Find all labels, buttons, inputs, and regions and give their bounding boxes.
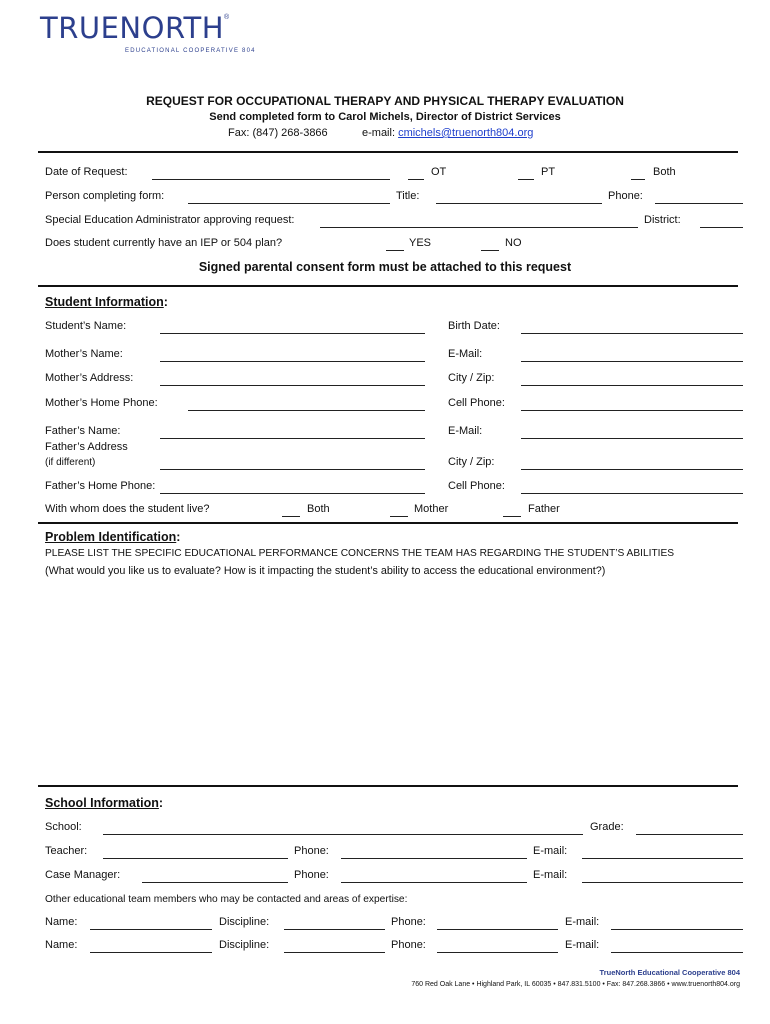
member2-name-label: Name: xyxy=(45,939,78,951)
logo-text-rth: RTH xyxy=(164,11,224,45)
registered-mark: ® xyxy=(224,14,230,21)
lives-with-mother-label: Mother xyxy=(414,503,449,515)
lives-with-father-checkbox[interactable] xyxy=(503,516,521,517)
yes-label: YES xyxy=(409,237,432,249)
problem-instruction-1: PLEASE LIST THE SPECIFIC EDUCATIONAL PERFORMANCE CONCERNS THE TEAM HAS REGARDING THE STUDENT’S ABILITIES xyxy=(45,548,675,559)
problem-heading xyxy=(45,531,180,544)
mother-address-label: Mother’s Address: xyxy=(45,372,134,384)
student-info-colon: : xyxy=(163,295,168,309)
district-label: District: xyxy=(644,214,681,226)
father-name-label: Father’s Name: xyxy=(45,425,121,437)
case-manager-phone-label: Phone: xyxy=(294,869,329,881)
mother-email-label: E-Mail: xyxy=(448,348,483,360)
father-address-label: Father’s Address xyxy=(45,441,128,453)
father-address-field[interactable] xyxy=(160,469,425,470)
logo-text-true: TRUEN xyxy=(40,11,142,45)
email-label xyxy=(362,128,533,139)
both-checkbox[interactable] xyxy=(631,179,645,180)
member1-discipline-field[interactable] xyxy=(284,929,385,930)
father-email-field[interactable] xyxy=(521,438,743,439)
teacher-email-field[interactable] xyxy=(582,858,743,859)
member1-email-label: E-mail: xyxy=(565,916,600,928)
footer-org-name: TrueNorth Educational Cooperative 804 xyxy=(599,968,740,977)
logo-tagline: EDUCATIONAL COOPERATIVE 804 xyxy=(125,48,256,54)
ot-checkbox[interactable] xyxy=(408,179,424,180)
member2-name-field[interactable] xyxy=(90,952,212,953)
date-of-request-field[interactable] xyxy=(152,179,390,180)
logo xyxy=(40,11,230,45)
school-label: School: xyxy=(45,821,82,833)
member2-email-field[interactable] xyxy=(611,952,743,953)
father-cell-label: Cell Phone: xyxy=(448,480,505,492)
father-city-zip-field[interactable] xyxy=(521,469,743,470)
date-of-request-label: Date of Request: xyxy=(45,166,128,178)
mother-city-zip-field[interactable] xyxy=(521,385,743,386)
both-label: Both xyxy=(653,166,676,178)
teacher-email-label: E-mail: xyxy=(533,845,568,857)
student-info-title: Student Information xyxy=(45,295,164,309)
father-cell-field[interactable] xyxy=(521,493,743,494)
member1-email-field[interactable] xyxy=(611,929,743,930)
problem-colon: : xyxy=(176,530,181,544)
member1-phone-field[interactable] xyxy=(437,929,558,930)
member2-phone-label: Phone: xyxy=(391,939,426,951)
member2-email-label: E-mail: xyxy=(565,939,600,951)
school-field[interactable] xyxy=(103,834,583,835)
father-name-field[interactable] xyxy=(160,438,425,439)
case-manager-field[interactable] xyxy=(142,882,288,883)
admin-approving-field[interactable] xyxy=(320,227,638,228)
no-label: NO xyxy=(505,237,522,249)
student-divider xyxy=(38,522,738,524)
other-members-label: Other educational team members who may be contacted and areas of expertise: xyxy=(45,894,408,905)
father-home-phone-field[interactable] xyxy=(160,493,425,494)
school-info-title: School Information xyxy=(45,796,159,810)
father-email-label: E-Mail: xyxy=(448,425,483,437)
problem-title: Problem Identification xyxy=(45,530,177,544)
school-info-heading xyxy=(45,797,163,810)
case-manager-phone-field[interactable] xyxy=(341,882,527,883)
lives-with-mother-checkbox[interactable] xyxy=(390,516,408,517)
mother-home-phone-label: Mother’s Home Phone: xyxy=(45,397,158,409)
yes-checkbox[interactable] xyxy=(386,250,404,251)
father-home-phone-label: Father’s Home Phone: xyxy=(45,480,156,492)
mother-name-field[interactable] xyxy=(160,361,425,362)
member2-phone-field[interactable] xyxy=(437,952,558,953)
compass-icon: O xyxy=(141,11,165,45)
member2-discipline-label: Discipline: xyxy=(219,939,270,951)
mother-name-label: Mother’s Name: xyxy=(45,348,123,360)
teacher-label: Teacher: xyxy=(45,845,88,857)
student-name-label: Student’s Name: xyxy=(45,320,127,332)
consent-notice: Signed parental consent form must be attached to this request xyxy=(198,260,572,274)
consent-divider xyxy=(38,285,738,287)
lives-with-both-checkbox[interactable] xyxy=(282,516,300,517)
mother-email-field[interactable] xyxy=(521,361,743,362)
person-completing-field[interactable] xyxy=(188,203,390,204)
member1-phone-label: Phone: xyxy=(391,916,426,928)
title-field[interactable] xyxy=(436,203,602,204)
mother-cell-field[interactable] xyxy=(521,410,743,411)
ot-label: OT xyxy=(431,166,447,178)
phone-label: Phone: xyxy=(608,190,643,202)
iep-question-label: Does student currently have an IEP or 504 plan? xyxy=(45,237,283,249)
father-city-zip-label: City / Zip: xyxy=(448,456,495,468)
lives-with-father-label: Father xyxy=(528,503,560,515)
birth-date-label: Birth Date: xyxy=(448,320,500,332)
form-title: REQUEST FOR OCCUPATIONAL THERAPY AND PHYSICAL THERAPY EVALUATION xyxy=(146,94,624,108)
teacher-phone-label: Phone: xyxy=(294,845,329,857)
header-divider xyxy=(38,151,738,153)
pt-checkbox[interactable] xyxy=(518,179,534,180)
member1-discipline-label: Discipline: xyxy=(219,916,270,928)
lives-with-both-label: Both xyxy=(307,503,330,515)
mother-address-field[interactable] xyxy=(160,385,425,386)
district-field[interactable] xyxy=(700,227,743,228)
mother-cell-label: Cell Phone: xyxy=(448,397,505,409)
title-label: Title: xyxy=(396,190,420,202)
problem-instruction-2: (What would you like us to evaluate? How is it impacting the student’s ability to access the educational environment?) xyxy=(45,565,606,577)
grade-label: Grade: xyxy=(590,821,624,833)
fax-number: Fax: (847) 268-3866 xyxy=(228,127,328,139)
teacher-field[interactable] xyxy=(103,858,288,859)
mother-city-zip-label: City / Zip: xyxy=(448,372,495,384)
member1-name-field[interactable] xyxy=(90,929,212,930)
problem-response-area[interactable] xyxy=(45,584,738,780)
if-different-note: (if different) xyxy=(45,457,96,468)
case-manager-label: Case Manager: xyxy=(45,869,121,881)
member2-discipline-field[interactable] xyxy=(284,952,385,953)
phone-field[interactable] xyxy=(655,203,743,204)
teacher-phone-field[interactable] xyxy=(341,858,527,859)
student-info-heading xyxy=(45,296,168,309)
email-link[interactable]: cmichels@truenorth804.org xyxy=(398,127,534,139)
no-checkbox[interactable] xyxy=(481,250,499,251)
school-info-colon: : xyxy=(158,796,164,810)
email-label-text: e-mail: xyxy=(362,127,396,139)
case-manager-email-label: E-mail: xyxy=(533,869,568,881)
admin-approving-label: Special Education Administrator approving request: xyxy=(45,214,295,226)
birth-date-field[interactable] xyxy=(521,333,743,334)
footer-address: 760 Red Oak Lane • Highland Park, IL 60035 • 847.831.5100 • Fax: 847.268.3866 • www.truenorth804.org xyxy=(411,981,740,988)
person-completing-label: Person completing form: xyxy=(45,190,165,202)
student-name-field[interactable] xyxy=(160,333,425,334)
pt-label: PT xyxy=(541,166,556,178)
problem-divider xyxy=(38,785,738,787)
member1-name-label: Name: xyxy=(45,916,78,928)
lives-with-label: With whom does the student live? xyxy=(45,503,210,515)
case-manager-email-field[interactable] xyxy=(582,882,743,883)
mother-home-phone-field[interactable] xyxy=(188,410,425,411)
grade-field[interactable] xyxy=(636,834,743,835)
send-to-line: Send completed form to Carol Michels, Director of District Services xyxy=(209,111,561,123)
